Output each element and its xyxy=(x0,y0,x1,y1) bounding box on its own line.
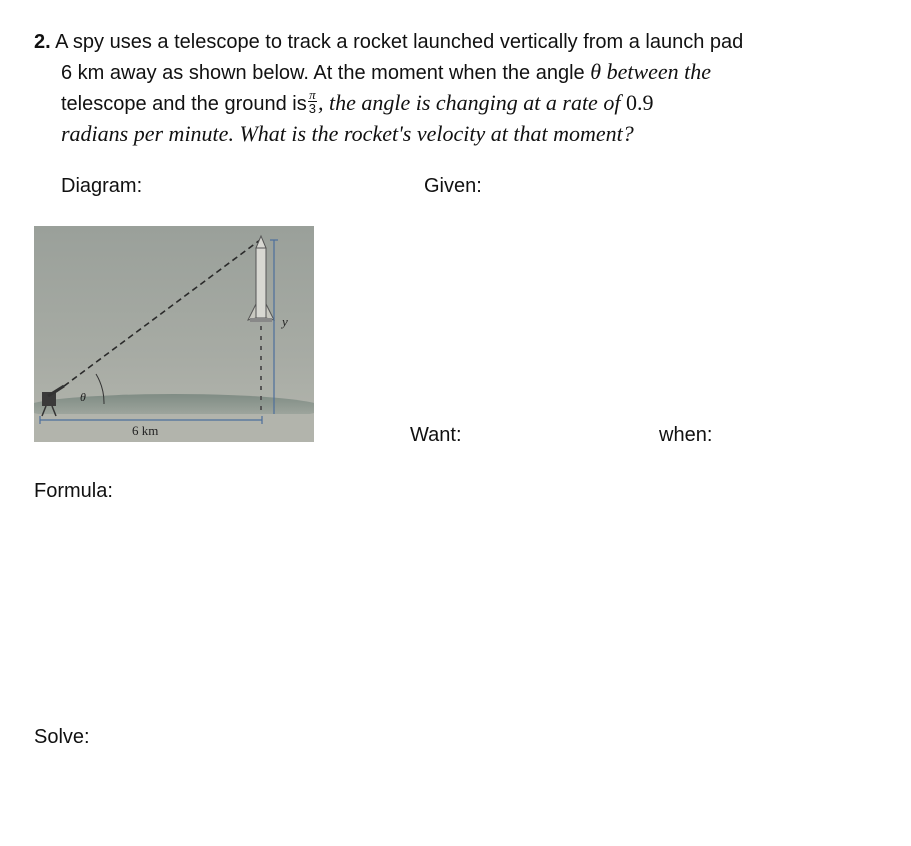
problem-text-1: A spy uses a telescope to track a rocket launched vertically from a launch pad xyxy=(55,31,744,53)
problem-number: 2. xyxy=(34,31,51,53)
theta-symbol: θ xyxy=(590,59,602,84)
given-label: Given: xyxy=(424,175,482,197)
rocket-diagram-svg xyxy=(34,226,314,442)
rocket-diagram-photo xyxy=(34,226,314,442)
problem-line-4 xyxy=(34,119,894,150)
figure-y-label: y xyxy=(282,314,288,329)
figure-distance-label: 6 km xyxy=(132,423,159,438)
want-label: Want: xyxy=(410,424,462,446)
problem-math-2: between the xyxy=(606,59,712,84)
problem-line-3 xyxy=(34,88,894,119)
problem-line-1 xyxy=(34,28,894,57)
pi-over-3-fraction xyxy=(308,88,317,115)
fraction-numerator: π xyxy=(309,87,316,103)
when-label: when: xyxy=(659,424,713,446)
problem-line-2 xyxy=(34,57,894,88)
problem-math-4: radians per minute. What is the rocket's velocity at that moment? xyxy=(61,121,634,146)
problem-math-3: , the angle is changing at a rate of xyxy=(317,90,621,115)
problem-statement xyxy=(34,28,894,150)
fraction-denominator: 3 xyxy=(308,101,316,117)
problem-text-3: telescope and the ground is xyxy=(61,93,307,115)
diagram-label: Diagram: xyxy=(61,175,143,197)
figure-theta-label: θ xyxy=(80,390,86,404)
formula-label: Formula: xyxy=(34,480,113,502)
problem-text-2: 6 km away as shown below. At the moment when the angle xyxy=(61,62,585,84)
solve-label: Solve: xyxy=(34,726,90,748)
rate-value: 0.9 xyxy=(626,90,654,115)
